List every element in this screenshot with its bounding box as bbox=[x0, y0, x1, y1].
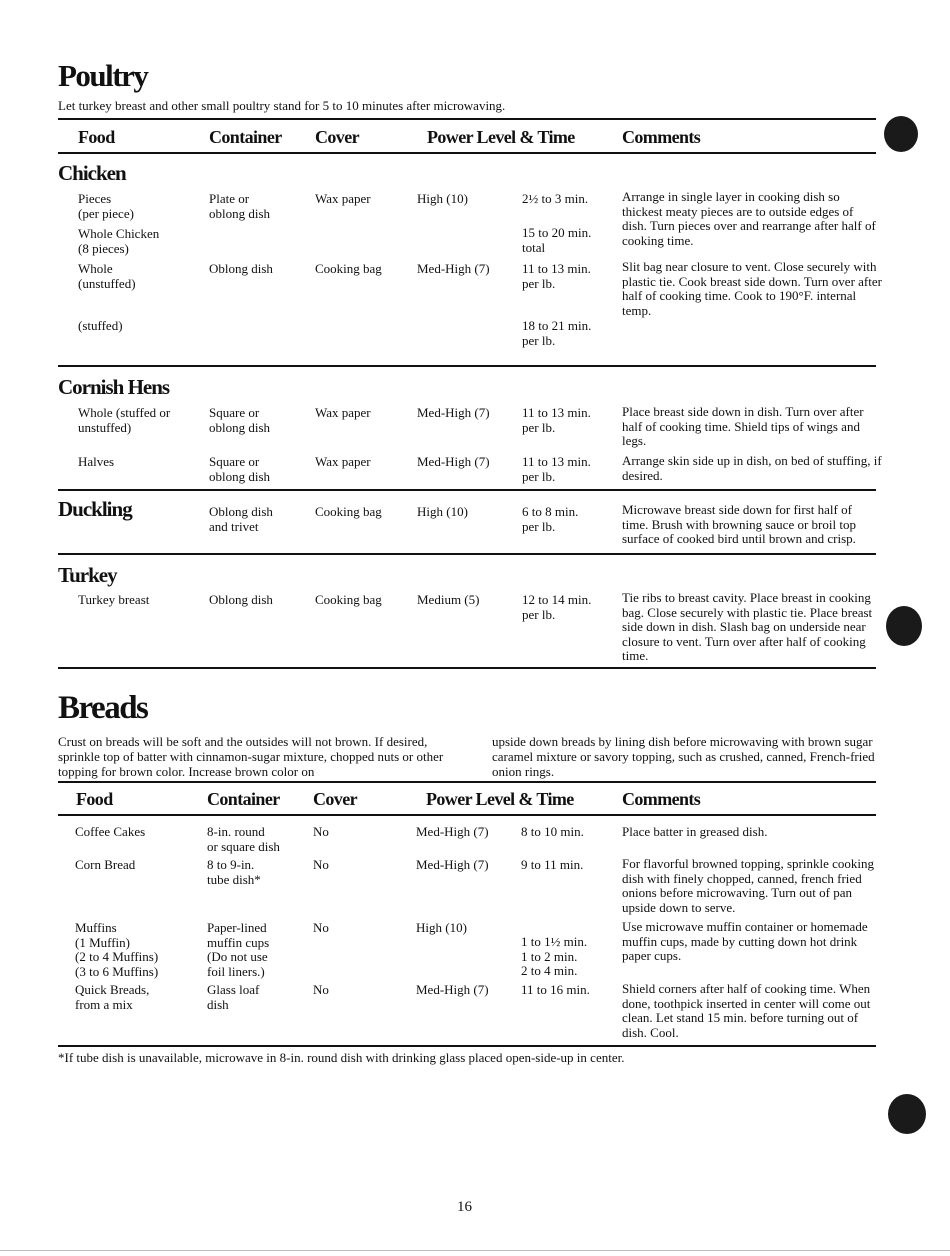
time-cell: 6 to 8 min. per lb. bbox=[522, 504, 579, 534]
time-cell: 2½ to 3 min. bbox=[522, 191, 589, 206]
time-cell: 11 to 13 min. per lb. bbox=[522, 454, 591, 484]
cover-cell: No bbox=[313, 857, 329, 872]
page-number: 16 bbox=[457, 1199, 472, 1215]
container-cell: Oblong dish bbox=[209, 592, 273, 607]
rule bbox=[58, 365, 876, 367]
time-cell: 8 to 10 min. bbox=[521, 824, 584, 839]
cover-cell: Cooking bag bbox=[315, 504, 382, 519]
container-cell: Square or oblong dish bbox=[209, 454, 271, 484]
col-header-power-time: Power Level & Time bbox=[426, 789, 574, 809]
time-cell: 11 to 16 min. bbox=[521, 982, 590, 997]
time-cell: 15 to 20 min. total bbox=[522, 225, 592, 255]
rule bbox=[58, 1045, 876, 1047]
col-header-comments: Comments bbox=[622, 789, 701, 809]
breads-title: Breads bbox=[58, 690, 148, 726]
punch-hole bbox=[884, 116, 918, 152]
rule bbox=[58, 553, 876, 555]
breads-intro-left: Crust on breads will be soft and the outsides will not brown. If desired, sprinkle top of batter with cinnamon-sugar mixture, chopped nuts or other topping for brown color. Increase brown color on bbox=[58, 734, 444, 779]
poultry-title: Poultry bbox=[58, 58, 148, 93]
rule bbox=[58, 152, 876, 154]
time-cell: 18 to 21 min. per lb. bbox=[522, 318, 592, 348]
section-title-turkey: Turkey bbox=[58, 563, 117, 587]
food-cell: (stuffed) bbox=[78, 318, 123, 333]
footnote: *If tube dish is unavailable, microwave in 8-in. round dish with drinking glass placed open-side-up in center. bbox=[58, 1050, 625, 1065]
power-cell: High (10) bbox=[417, 504, 468, 519]
power-cell: Med-High (7) bbox=[416, 982, 489, 997]
time-cell: 1 to 1½ min. 1 to 2 min. 2 to 4 min. bbox=[521, 934, 588, 978]
scan-edge bbox=[0, 1250, 950, 1251]
rule bbox=[58, 781, 876, 783]
power-cell: Med-High (7) bbox=[417, 454, 490, 469]
punch-hole bbox=[888, 1094, 926, 1134]
time-cell: 11 to 13 min. per lb. bbox=[522, 261, 591, 291]
time-cell: 12 to 14 min. per lb. bbox=[522, 592, 592, 622]
power-cell: Medium (5) bbox=[417, 592, 480, 607]
container-cell: Oblong dish bbox=[209, 261, 273, 276]
col-header-food: Food bbox=[76, 789, 113, 809]
cover-cell: Wax paper bbox=[315, 405, 371, 420]
rule bbox=[58, 118, 876, 120]
container-cell: Glass loaf dish bbox=[207, 982, 260, 1012]
col-header-power-time: Power Level & Time bbox=[427, 127, 575, 147]
section-title-cornish-hens: Cornish Hens bbox=[58, 375, 170, 399]
container-cell: 8-in. round or square dish bbox=[207, 824, 280, 854]
food-cell: Muffins (1 Muffin) (2 to 4 Muffins) (3 to 6 Muffins) bbox=[75, 920, 159, 979]
section-title-chicken: Chicken bbox=[58, 161, 126, 185]
food-cell: Whole Chicken (8 pieces) bbox=[78, 226, 160, 256]
time-cell: 9 to 11 min. bbox=[521, 857, 584, 872]
punch-hole bbox=[886, 606, 922, 646]
container-cell: 8 to 9-in. tube dish* bbox=[207, 857, 261, 887]
breads-intro-right: upside down breads by lining dish before microwaving with brown sugar caramel mixture or savory topping, such as crushed, canned, French-fried onion rings. bbox=[492, 734, 875, 779]
col-header-cover: Cover bbox=[313, 789, 357, 809]
cover-cell: No bbox=[313, 982, 329, 997]
cover-cell: Cooking bag bbox=[315, 592, 382, 607]
col-header-comments: Comments bbox=[622, 127, 701, 147]
cover-cell: Wax paper bbox=[315, 454, 371, 469]
container-cell: Oblong dish and trivet bbox=[209, 504, 273, 534]
comment-cell: Shield corners after half of cooking time. When done, toothpick inserted in center will come out clean. Let stand 15 min. before turning out of dish. Cool. bbox=[622, 981, 871, 1040]
comment-cell: Use microwave muffin container or homemade muffin cups, made by cutting down hot drink paper cups. bbox=[622, 919, 868, 963]
rule bbox=[58, 667, 876, 669]
comment-cell: Arrange in single layer in cooking dish so thickest meaty pieces are to outside edges of dish. Turn pieces over and rearrange after half of cooking time. bbox=[622, 189, 876, 248]
cover-cell: No bbox=[313, 920, 329, 935]
power-cell: High (10) bbox=[417, 191, 468, 206]
container-cell: Plate or oblong dish bbox=[209, 191, 271, 221]
container-cell: Paper-lined muffin cups (Do not use foil liners.) bbox=[207, 920, 270, 979]
col-header-container: Container bbox=[209, 127, 282, 147]
col-header-cover: Cover bbox=[315, 127, 359, 147]
food-cell: Quick Breads, from a mix bbox=[75, 982, 150, 1012]
comment-cell: Microwave breast side down for first half of time. Brush with browning sauce or broil top surface of cooked bird until brown and crisp. bbox=[622, 502, 856, 546]
cover-cell: Wax paper bbox=[315, 191, 371, 206]
comment-cell: Tie ribs to breast cavity. Place breast in cooking bag. Close securely with plastic tie. Place breast side down in dish. Slash bag on underside near closure to vent. Turn over after half of cooking time. bbox=[622, 590, 873, 663]
cover-cell: Cooking bag bbox=[315, 261, 382, 276]
comment-cell: For flavorful browned topping, sprinkle cooking dish with finely chopped, canned, french fried onions before microwaving. Turn out of pan upside down to serve. bbox=[622, 856, 875, 915]
col-header-container: Container bbox=[207, 789, 280, 809]
comment-cell: Place breast side down in dish. Turn over after half of cooking time. Shield tips of wings and legs. bbox=[622, 404, 864, 448]
power-cell: Med-High (7) bbox=[416, 857, 489, 872]
food-cell: Halves bbox=[78, 454, 115, 469]
power-cell: Med-High (7) bbox=[416, 824, 489, 839]
comment-cell: Place batter in greased dish. bbox=[622, 824, 768, 839]
rule bbox=[58, 814, 876, 816]
time-cell: 11 to 13 min. per lb. bbox=[522, 405, 591, 435]
food-cell: Whole (unstuffed) bbox=[78, 261, 136, 291]
food-cell: Pieces (per piece) bbox=[78, 191, 134, 221]
food-cell: Corn Bread bbox=[75, 857, 136, 872]
comment-cell: Slit bag near closure to vent. Close securely with plastic tie. Cook breast side down. Turn over after half of cooking time. Cook to 190°F. internal temp. bbox=[622, 259, 882, 318]
food-cell: Whole (stuffed or unstuffed) bbox=[78, 405, 171, 435]
poultry-intro: Let turkey breast and other small poultry stand for 5 to 10 minutes after microwaving. bbox=[58, 98, 506, 113]
food-cell: Coffee Cakes bbox=[75, 824, 146, 839]
power-cell: High (10) bbox=[416, 920, 467, 935]
col-header-food: Food bbox=[78, 127, 115, 147]
power-cell: Med-High (7) bbox=[417, 405, 490, 420]
container-cell: Square or oblong dish bbox=[209, 405, 271, 435]
cover-cell: No bbox=[313, 824, 329, 839]
power-cell: Med-High (7) bbox=[417, 261, 490, 276]
rule bbox=[58, 489, 876, 491]
food-cell: Turkey breast bbox=[78, 592, 150, 607]
section-title-duckling: Duckling bbox=[58, 497, 132, 521]
comment-cell: Arrange skin side up in dish, on bed of stuffing, if desired. bbox=[622, 453, 882, 483]
